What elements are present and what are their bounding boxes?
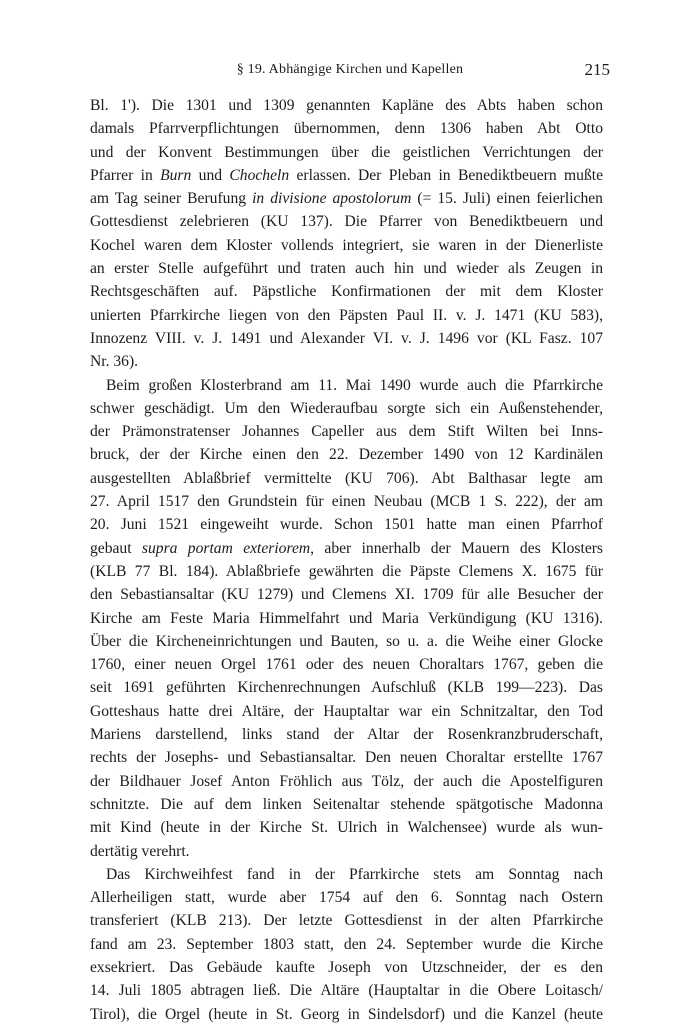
text-span: seit 1691 geführten Kirchenrechnungen Aufschluß (KLB 199—223). Das [90, 679, 603, 697]
text-line [90, 886, 603, 909]
italic-text: Chocheln [229, 166, 290, 184]
text-line [90, 94, 603, 117]
text-line [90, 420, 603, 443]
text-span: Kirche am Feste Maria Himmelfahrt und Maria Verkündigung (KU 1316). [90, 609, 603, 627]
text-line [90, 956, 603, 979]
text-span: Tirol), die Orgel (heute in St. Georg in Sindelsdorf) und die Kanzel (heute [90, 1005, 603, 1023]
text-span: der Prämonstratenser Johannes Capeller aus dem Stift Wilten bei Inns- [90, 423, 603, 441]
text-line [90, 979, 603, 1002]
text-span: Nr. 36). [90, 353, 139, 371]
page-body [90, 94, 603, 1026]
text-span: erlassen. Der Pleban in Benediktbeuern mußte [289, 166, 603, 184]
text-line [90, 816, 603, 839]
text-span: Das Kirchweihfest fand in der Pfarrkirche stets am Sonntag nach [106, 865, 603, 883]
text-span: 20. Juni 1521 eingeweiht wurde. Schon 1501 hatte man einen Pfarrhof [90, 516, 603, 534]
text-line [90, 257, 603, 280]
text-span: mit Kind (heute in der Kirche St. Ulrich in Walchensee) wurde als wun- [90, 819, 603, 837]
text-span: und [191, 166, 230, 184]
text-span: Rechtsgeschäften auf. Päpstliche Konfirmationen der mit dem Kloster [90, 283, 603, 301]
text-line [90, 234, 603, 257]
text-span: dertätig verehrt. [90, 842, 190, 860]
text-line [90, 840, 603, 863]
text-line [90, 350, 603, 373]
text-line [90, 467, 603, 490]
text-span: (KLB 77 Bl. 184). Ablaßbriefe gewährten die Päpste Clemens X. 1675 für [90, 562, 603, 580]
text-span: (= 15. Juli) einen feierlichen [411, 190, 603, 208]
text-line [90, 770, 603, 793]
text-line [90, 164, 603, 187]
text-line [90, 909, 603, 932]
text-line [90, 117, 603, 140]
text-line [90, 723, 603, 746]
text-line [90, 513, 603, 536]
text-line [90, 863, 603, 886]
text-line [90, 700, 603, 723]
text-span: bruck, der der Kirche einen den 22. Dezember 1490 von 12 Kardinälen [90, 446, 603, 464]
italic-text: in divisione apostolorum [252, 190, 412, 208]
text-span: schnitzte. Die auf dem linken Seitenaltar stehende spätgotische Madonna [90, 795, 603, 813]
text-span: Gottesdienst zelebrieren (KU 137). Die Pfarrer von Benediktbeuern und [90, 213, 603, 231]
text-span: Innozenz VIII. v. J. 1491 und Alexander VI. v. J. 1496 vor (KL Fasz. 107 [90, 329, 603, 347]
text-span: exsekriert. Das Gebäude kaufte Joseph von Utzschneider, der es den [90, 958, 603, 976]
text-span: 1760, einer neuen Orgel 1761 oder des neuen Choraltars 1767, geben die [90, 656, 603, 674]
running-head: § 19. Abhängige Kirchen und Kapellen [236, 62, 464, 77]
paragraph [90, 94, 603, 374]
text-span: ausgestellten Ablaßbrief vermittelte (KU 706). Abt Balthasar legte am [90, 469, 603, 487]
text-line [90, 327, 603, 350]
text-span: der Bildhauer Josef Anton Fröhlich aus Tölz, der auch die Apostelfiguren [90, 772, 603, 790]
text-span: fand am 23. September 1803 statt, den 24. September wurde die Kirche [90, 935, 603, 953]
text-span: damals Pfarrverpflichtungen übernommen, denn 1306 haben Abt Otto [90, 120, 603, 138]
text-line [90, 490, 603, 513]
text-span: Pfarrer in [90, 166, 161, 184]
page-header [90, 62, 610, 86]
text-line [90, 374, 603, 397]
text-span: Über die Kircheneinrichtungen und Bauten, so u. a. die Weihe einer Glocke [90, 632, 603, 650]
text-span: unierten Pfarrkirche liegen von den Päpsten Paul II. v. J. 1471 (KU 583), [90, 306, 603, 324]
text-line [90, 607, 603, 630]
text-line [90, 210, 603, 233]
italic-text: Burn [160, 166, 192, 184]
text-line [90, 397, 603, 420]
text-span: am Tag seiner Berufung [90, 190, 253, 208]
text-line [90, 304, 603, 327]
text-line [90, 537, 603, 560]
text-span: , aber innerhalb der Mauern des Klosters [310, 539, 603, 557]
text-line [90, 560, 603, 583]
text-line [90, 443, 603, 466]
text-line [90, 1003, 603, 1026]
text-line [90, 141, 603, 164]
text-span: rechts der Josephs- und Sebastiansaltar. Den neuen Choraltar erstellte 1767 [90, 749, 603, 767]
text-span: schwer geschädigt. Um den Wiederaufbau sorgte sich ein Außenstehender, [90, 399, 603, 417]
text-span: an erster Stelle aufgeführt und traten auch hin und wieder als Zeugen in [90, 260, 603, 278]
text-span: gebaut [90, 539, 142, 557]
text-span: transferiert (KLB 213). Der letzte Gottesdienst in der alten Pfarrkirche [90, 912, 603, 930]
text-line [90, 630, 603, 653]
text-span: Mariens darstellend, links stand der Altar der Rosenkranzbruderschaft, [90, 726, 603, 744]
text-span: 27. April 1517 den Grundstein für einen Neubau (MCB 1 S. 222), der am [90, 493, 603, 511]
text-line [90, 793, 603, 816]
text-line [90, 676, 603, 699]
paragraph [90, 374, 603, 863]
italic-text: supra portam exteriorem [141, 539, 311, 557]
text-line [90, 583, 603, 606]
text-line [90, 746, 603, 769]
text-span: 14. Juli 1805 abtragen ließ. Die Altäre (Hauptaltar in die Obere Loitasch/ [90, 982, 603, 1000]
text-line [90, 933, 603, 956]
page-number: 215 [584, 60, 610, 79]
text-span: Bl. 1'). Die 1301 und 1309 genannten Kapläne des Abts haben schon [90, 97, 603, 114]
paragraph [90, 863, 603, 1026]
text-span: Beim großen Klosterbrand am 11. Mai 1490 wurde auch die Pfarrkirche [106, 376, 603, 394]
text-span: Allerheiligen statt, wurde aber 1754 auf den 6. Sonntag nach Ostern [90, 889, 603, 907]
text-span: den Sebastiansaltar (KU 1279) und Clemens XI. 1709 für alle Besucher der [90, 586, 603, 604]
text-line [90, 280, 603, 303]
text-span: und der Konvent Bestimmungen über die geistlichen Verrichtungen der [90, 143, 603, 161]
text-line [90, 187, 603, 210]
text-span: Gotteshaus hatte drei Altäre, der Hauptaltar war ein Schnitzaltar, den Tod [90, 702, 603, 720]
text-line [90, 653, 603, 676]
text-span: Kochel waren dem Kloster vollends integriert, sie waren in der Dienerliste [90, 236, 603, 254]
